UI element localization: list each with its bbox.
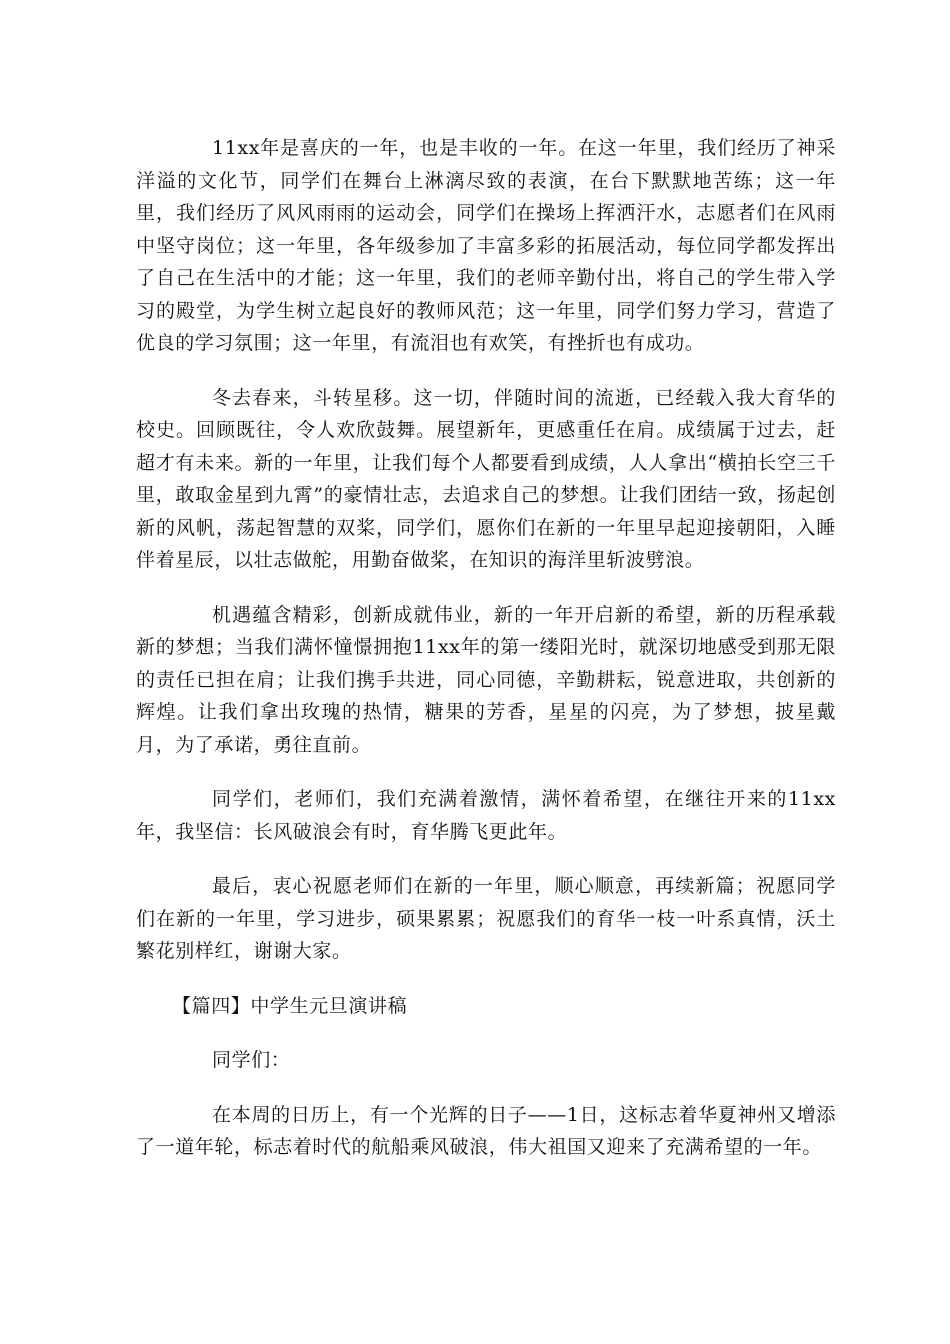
document-body [136, 132, 836, 1186]
paragraph-review-year: 11xx年是喜庆的一年，也是丰收的一年。在这一年里，我们经历了神采洋溢的文化节，同学们在舞台上淋漓尽致的表演，在台下默默地苦练；这一年里，我们经历了风风雨雨的运动会，同学们在操场上挥洒汗水，志愿者们在风雨中坚守岗位；这一年里，各年级参加了丰富多彩的拓展活动，每位同学都发挥出了自己在生活中的才能；这一年里，我们的老师辛勤付出，将自己的学生带入学习的殿堂，为学生树立起良好的教师风范；这一年里，同学们努力学习，营造了优良的学习氛围；这一年里，有流泪也有欢笑，有挫折也有成功。 [136, 137, 836, 354]
paragraph-confidence: 同学们，老师们，我们充满着激情，满怀着希望，在继往开来的11xx年，我坚信：长风破浪会有时，育华腾飞更此年。 [136, 788, 836, 843]
paragraph-new-hopes: 机遇蕴含精彩，创新成就伟业，新的一年开启新的希望，新的历程承载新的梦想；当我们满怀憧憬拥抱11xx年的第一缕阳光时，就深切地感受到那无限的责任已担在肩；让我们携手共进，同心同德，辛勤耕耘，锐意进取，共创新的辉煌。让我们拿出玫瑰的热情，糖果的芳香，星星的闪亮，为了梦想，披星戴月，为了承诺，勇往直前。 [136, 603, 836, 756]
section-heading: 【篇四】中学生元旦演讲稿 [172, 994, 408, 1017]
paragraph-blessings: 最后，衷心祝愿老师们在新的一年里，顺心顺意，再续新篇；祝愿同学们在新的一年里，学习进步，硕果累累；祝愿我们的育华一枝一叶系真情，沃土繁花别样红，谢谢大家。 [136, 875, 836, 962]
paragraph-new-year-day: 在本周的日历上，有一个光辉的日子——1日，这标志着华夏神州又增添了一道年轮，标志着时代的航船乘风破浪，伟大祖国又迎来了充满希望的一年。 [136, 1103, 836, 1158]
salutation: 同学们： [212, 1049, 291, 1071]
paragraph-look-ahead: 冬去春来，斗转星移。这一切，伴随时间的流逝，已经载入我大育华的校史。回顾既往，令人欢欣鼓舞。展望新年，更感重任在肩。成绩属于过去，赶超才有未来。新的一年里，让我们每个人都要看到成绩，人人拿出“横拍长空三千里，敢取金星到九霄”的豪情壮志，去追求自己的梦想。让我们团结一致，扬起创新的风帆，荡起智慧的双桨，同学们，愿你们在新的一年里早起迎接朝阳，入睡伴着星辰，以壮志做舵，用勤奋做桨，在知识的海洋里斩波劈浪。 [136, 386, 836, 571]
